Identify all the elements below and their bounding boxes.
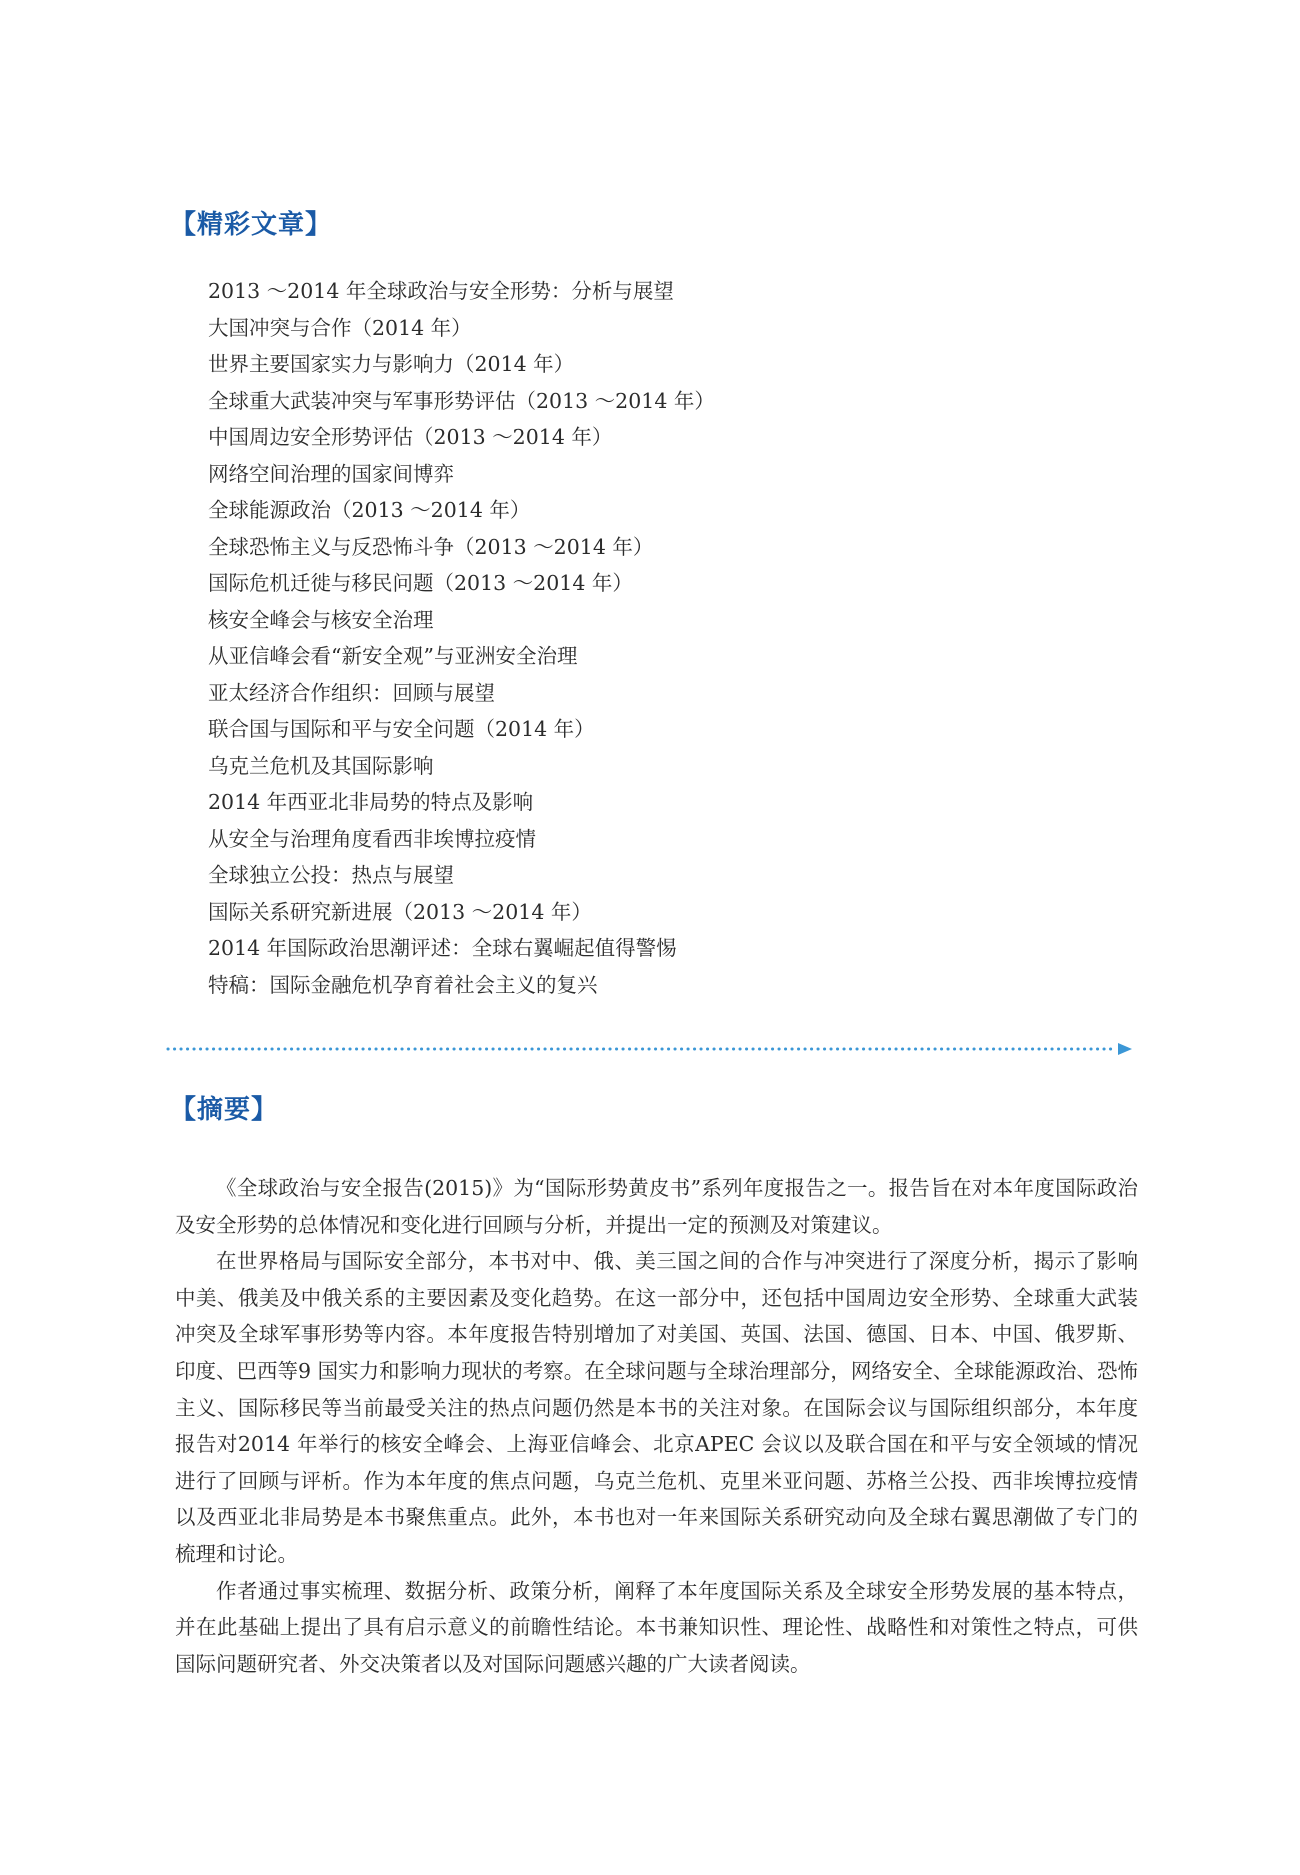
abstract-paragraph: 作者通过事实梳理、数据分析、政策分析，阐释了本年度国际关系及全球安全形势发展的基本特点，并在此基础上提出了具有启示意义的前瞻性结论。本书兼知识性、理论性、战略性和对策性之特点，可供国际问题研究者、外交决策者以及对国际问题感兴趣的广大读者阅读。 [175,1578,1138,1676]
article-title: 亚太经济合作组织：回顾与展望 [208,680,495,705]
article-title: 全球重大武装冲突与军事形势评估（2013 ～2014 年） [208,388,715,413]
article-list [208,273,715,1003]
article-title: 全球能源政治（2013 ～2014 年） [208,498,531,522]
abstract-paragraph: 《全球政治与安全报告(2015)》为“国际形势黄皮书”系列年度报告之一。报告旨在对本年度国际政治及安全形势的总体情况和变化进行回顾与分析，并提出一定的预测及对策建议。 [175,1176,1138,1237]
article-title: 2014 年国际政治思潮评述：全球右翼崛起值得警惕 [208,936,677,960]
article-title: 国际关系研究新进展（2013 ～2014 年） [208,899,592,924]
dotted-arrow-divider [166,1040,1134,1058]
abstract-heading: 【摘要】 [170,1095,279,1125]
article-title: 世界主要国家实力与影响力（2014 年） [208,352,575,376]
featured-articles-heading: 【精彩文章】 [170,210,333,240]
article-title: 特稿：国际金融危机孕育着社会主义的复兴 [208,972,598,997]
article-title: 国际危机迁徙与移民问题（2013 ～2014 年） [208,571,633,595]
abstract-paragraph: 在世界格局与国际安全部分，本书对中、俄、美三国之间的合作与冲突进行了深度分析，揭示了影响中美、俄美及中俄关系的主要因素及变化趋势。在这一部分中，还包括中国周边安全形势、全球重大武装冲突及全球军事形势等内容。本年度报告特别增加了对美国、英国、法国、德国、日本、中国、俄罗斯、印度、巴西等9 国实力和影响力现状的考察。在全球问题与全球治理部分，网络安全、全球能源政治、恐怖主义、国际移民等当前最受关注的热点问题仍然是本书的关注对象。在国际会议与国际组织部分，本年度报告对2014 年举行的核安全峰会、上海亚信峰会、北京APEC 会议以及联合国在和平与安全领域的情况进行了回顾与评析。作为本年度的焦点问题，乌克兰危机、克里米亚问题、苏格兰公投、西非埃博拉疫情以及西亚北非局势是本书聚焦重点。此外，本书也对一年来国际关系研究动向及全球右翼思潮做了专门的梳理和讨论。 [175,1249,1138,1566]
article-title: 乌克兰危机及其国际影响 [208,753,434,778]
article-title: 2014 年西亚北非局势的特点及影响 [208,790,534,814]
article-title: 全球恐怖主义与反恐怖斗争（2013 ～2014 年） [208,534,654,559]
article-title: 全球独立公投：热点与展望 [208,863,454,887]
article-title: 核安全峰会与核安全治理 [208,607,434,632]
article-title: 从亚信峰会看“新安全观”与亚洲安全治理 [208,644,578,668]
article-title: 大国冲突与合作（2014 年） [208,315,472,340]
abstract-body [175,1170,1138,1682]
arrow-right-icon [1118,1043,1132,1055]
article-title: 网络空间治理的国家间博弈 [208,461,454,486]
article-title: 联合国与国际和平与安全问题（2014 年） [208,717,595,741]
article-title: 中国周边安全形势评估（2013 ～2014 年） [208,425,613,449]
article-title: 从安全与治理角度看西非埃博拉疫情 [208,826,536,851]
article-title: 2013 ～2014 年全球政治与安全形势：分析与展望 [208,279,674,303]
